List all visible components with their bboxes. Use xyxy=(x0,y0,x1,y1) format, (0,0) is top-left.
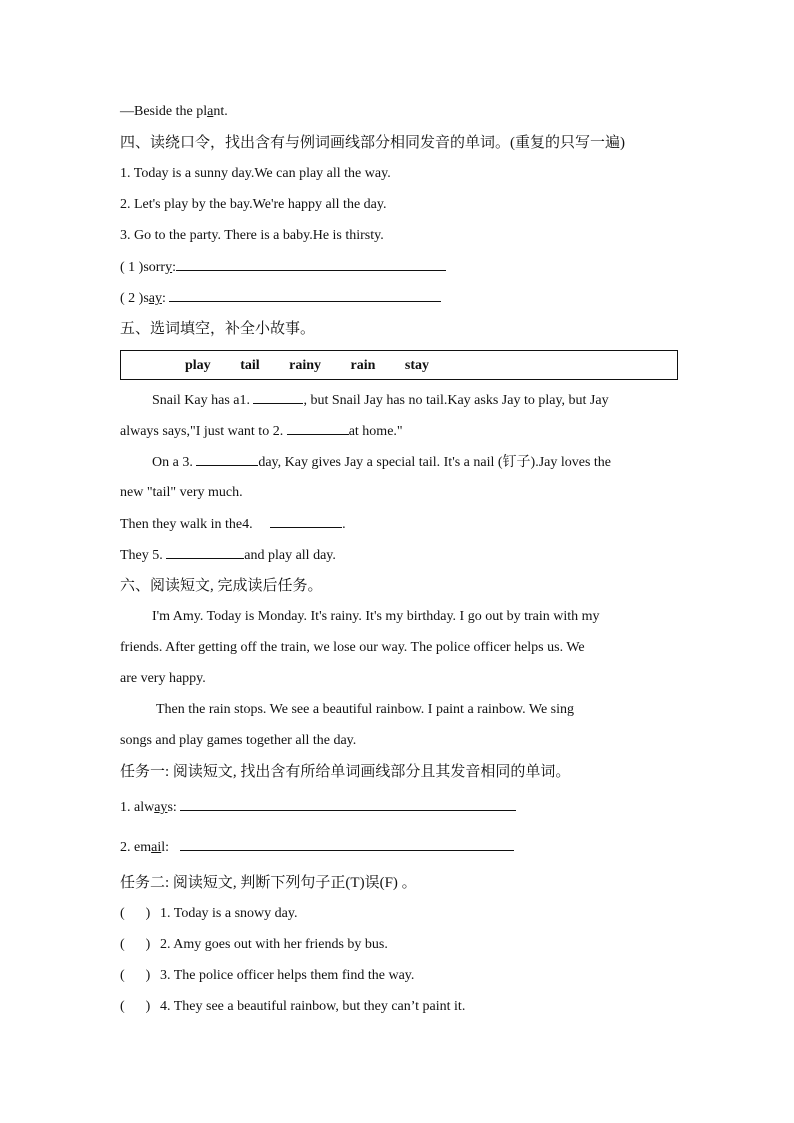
story-text: and play all day. xyxy=(244,548,336,563)
story-text: Then they walk in the4. xyxy=(120,517,253,532)
task1-blank-1[interactable] xyxy=(180,795,516,811)
section4-answer-2 xyxy=(120,286,676,317)
answer-paren[interactable] xyxy=(120,995,160,1019)
reading-line-1: I'm Amy. Today is Monday. It's rainy. It's my birthday. I go out by train with my xyxy=(152,609,600,624)
reading-line-3: are very happy. xyxy=(120,671,206,686)
word-bank-item: stay xyxy=(404,358,430,373)
word-bank-box xyxy=(120,350,678,380)
answer2-suffix: : xyxy=(162,291,166,306)
answer2-blank[interactable] xyxy=(169,286,441,302)
task1-item-1 xyxy=(120,795,676,835)
paren-open: ( xyxy=(120,906,125,921)
task2-item-4 xyxy=(120,995,676,1026)
paren-close: ) xyxy=(145,937,151,952)
section4-item-3: 3. Go to the party. There is a baby.He is thirsty. xyxy=(120,228,384,243)
task1-item2-underlined: ai xyxy=(151,840,162,855)
task1-blank-2[interactable] xyxy=(180,835,514,851)
blank-5[interactable] xyxy=(166,543,244,559)
reading-line-5: songs and play games together all the day. xyxy=(120,733,357,748)
answer-paren[interactable] xyxy=(120,933,160,957)
answer2-prefix: ( 2 )s xyxy=(120,291,149,306)
paren-open: ( xyxy=(120,999,125,1014)
story-line-2 xyxy=(120,419,676,450)
paren-close: ) xyxy=(145,999,151,1014)
section4-heading: 四、读绕口令，找出含有与例词画线部分相同发音的单词。(重复的只写一遍) xyxy=(120,135,625,151)
task2-statement: 2. Amy goes out with her friends by bus. xyxy=(160,937,388,952)
story-text: always says,"I just want to 2. xyxy=(120,424,287,439)
story-text: Snail Kay has a1. xyxy=(152,393,254,408)
task2-item-3 xyxy=(120,964,676,995)
story-line-6 xyxy=(120,543,676,574)
word-bank-item: play xyxy=(185,358,211,373)
paren-close: ) xyxy=(145,968,151,983)
word-bank-item: rainy xyxy=(289,358,322,373)
task2-statement: 4. They see a beautiful rainbow, but they can’t paint it. xyxy=(160,999,466,1014)
blank-1[interactable] xyxy=(253,388,303,404)
answer2-underlined: ay xyxy=(148,291,162,306)
word-bank-item: tail xyxy=(240,358,260,373)
section5-heading: 五、选词填空，补全小故事。 xyxy=(120,321,316,337)
task2-item-1 xyxy=(120,902,676,933)
story-text: They 5. xyxy=(120,548,167,563)
answer1-underlined: y xyxy=(165,260,173,275)
answer1-prefix: ( 1 )sorr xyxy=(120,260,166,275)
blank-3[interactable] xyxy=(196,450,258,466)
story-text: On a 3. xyxy=(152,455,197,470)
section4-item-1: 1. Today is a sunny day.We can play all the way. xyxy=(120,166,391,181)
section6-heading: 六、阅读短文, 完成读后任务。 xyxy=(120,578,323,594)
task1-item-2 xyxy=(120,835,676,871)
answer1-suffix: : xyxy=(172,260,176,275)
paren-close: ) xyxy=(145,906,151,921)
task2-statement: 3. The police officer helps them find the way. xyxy=(160,968,415,983)
task1-item1-prefix: 1. alw xyxy=(120,800,155,815)
top-line-underlined: a xyxy=(207,104,214,119)
story-text: . xyxy=(342,517,346,532)
section4-answer-1 xyxy=(120,255,676,286)
story-line-1 xyxy=(120,388,676,419)
task2-statement: 1. Today is a snowy day. xyxy=(160,906,298,921)
blank-4[interactable] xyxy=(270,512,342,528)
story-line-4: new "tail" very much. xyxy=(120,485,243,500)
answer-paren[interactable] xyxy=(120,964,160,988)
task2-item-2 xyxy=(120,933,676,964)
task2-heading: 任务二: 阅读短文, 判断下列句子正(T)误(F) 。 xyxy=(120,875,417,891)
task1-item1-underlined: ay xyxy=(154,800,168,815)
story-line-3 xyxy=(120,450,676,481)
word-bank-item: rain xyxy=(350,358,376,373)
task1-item2-suffix: l: xyxy=(161,840,169,855)
worksheet-page xyxy=(120,100,676,1026)
task1-heading: 任务一: 阅读短文, 找出含有所给单词画线部分且其发音相同的单词。 xyxy=(120,764,571,780)
story-text: at home." xyxy=(348,424,403,439)
paren-open: ( xyxy=(120,968,125,983)
reading-line-2: friends. After getting off the train, we lose our way. The police officer helps us. We xyxy=(120,640,585,655)
story-text: day, Kay gives Jay a special tail. It's a nail (钉子).Jay loves the xyxy=(258,455,612,470)
answer1-blank[interactable] xyxy=(176,255,446,271)
reading-line-4: Then the rain stops. We see a beautiful rainbow. I paint a rainbow. We sing xyxy=(156,702,575,717)
paren-open: ( xyxy=(120,937,125,952)
answer-paren[interactable] xyxy=(120,902,160,926)
top-line-prefix: —Beside the pl xyxy=(120,104,208,119)
story-text: , but Snail Jay has no tail.Kay asks Jay to play, but Jay xyxy=(303,393,609,408)
blank-2[interactable] xyxy=(287,419,349,435)
task1-item1-suffix: s: xyxy=(167,800,177,815)
top-line xyxy=(120,100,676,131)
task1-item2-prefix: 2. em xyxy=(120,840,152,855)
section4-item-2: 2. Let's play by the bay.We're happy all the day. xyxy=(120,197,387,212)
top-line-suffix: nt. xyxy=(213,104,228,119)
story-line-5 xyxy=(120,512,676,543)
